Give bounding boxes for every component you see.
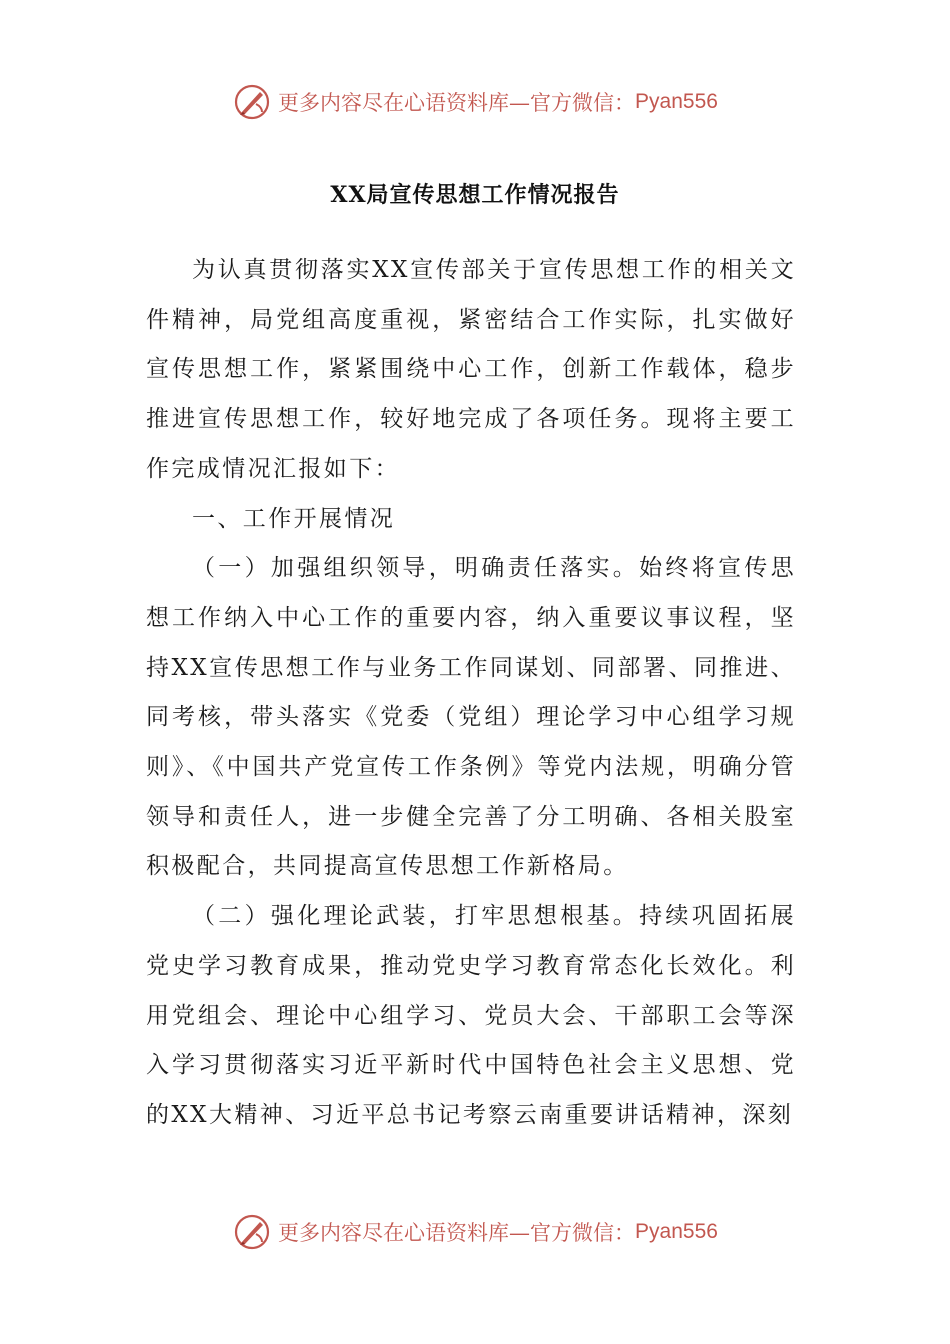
document-body (146, 246, 796, 1141)
watermark-wechat-id: Pyan556 (635, 1220, 718, 1243)
paragraph-organization: （一）加强组织领导，明确责任落实。始终将宣传思想工作纳入中心工作的重要内容，纳入重要议事议程，坚持XX宣传思想工作与业务工作同谋划、同部署、同推进、同考核，带头落实《党委（党组）理论学习中心组学习规则》、《中国共产党宣传工作条例》等党内法规，明确分管领导和责任人，进一步健全完善了分工明确、各相关股室积极配合，共同提高宣传思想工作新格局。 (146, 555, 796, 880)
paragraph-theory: （二）强化理论武装，打牢思想根基。持续巩固拓展党史学习教育成果，推动党史学习教育常态化长效化。利用党组会、理论中心组学习、党员大会、干部职工会等深入学习贯彻落实习近平新时代中国特色社会主义思想、党的XX大精神、习近平总书记考察云南重要讲话精神，深刻 (146, 903, 796, 1128)
watermark-text: 更多内容尽在心语资料库—官方微信： (278, 91, 636, 115)
section-heading: 一、工作开展情况 (192, 505, 396, 532)
header-watermark (0, 80, 950, 124)
watermark-text: 更多内容尽在心语资料库—官方微信： (278, 1221, 636, 1245)
footer-watermark (0, 1210, 950, 1254)
intro-paragraph: 为认真贯彻落实XX宣传部关于宣传思想工作的相关文件精神，局党组高度重视，紧密结合工作实际，扎实做好宣传思想工作，紧紧围绕中心工作，创新工作载体，稳步推进宣传思想工作，较好地完成了各项任务。现将主要工作完成情况汇报如下： (146, 257, 796, 482)
quill-logo-icon (232, 82, 272, 122)
watermark-wechat-id: Pyan556 (635, 90, 718, 113)
document-title: XX局宣传思想工作情况报告 (330, 182, 620, 208)
quill-logo-icon (232, 1212, 272, 1252)
